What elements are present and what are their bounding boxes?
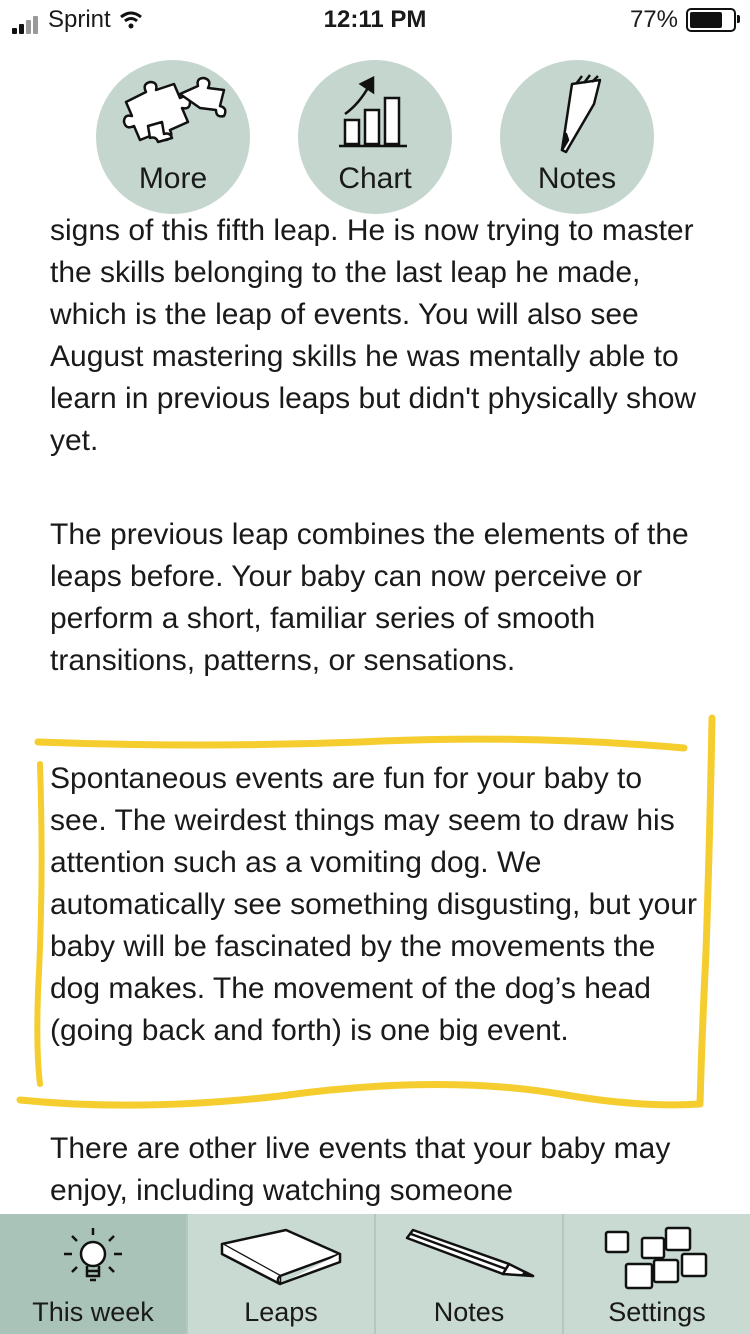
paragraph-1: signs of this fifth leap. He is now trying to master the skills belonging to the last leap he made, which is the leap of events. You will also see August mastering skills he was mentally able to learn in previous leaps but didn't physically show yet. bbox=[50, 214, 697, 457]
more-button-label: More bbox=[138, 162, 208, 195]
tab-leaps[interactable] bbox=[188, 1214, 376, 1334]
more-button[interactable] bbox=[96, 60, 250, 214]
lightbulb-icon bbox=[58, 1224, 128, 1294]
tab-leaps-label: Leaps bbox=[244, 1297, 318, 1327]
tab-this-week[interactable] bbox=[0, 1214, 188, 1334]
bottom-tab-bar bbox=[0, 1214, 750, 1334]
pencil-icon bbox=[399, 1224, 539, 1284]
chart-button[interactable] bbox=[298, 60, 452, 214]
paragraph-2: The previous leap combines the elements of the leaps before. Your baby can now perceive or perform a short, familiar series of smooth transitions, patterns, or sensations. bbox=[50, 518, 689, 677]
bar-chart-arrow-icon bbox=[335, 74, 415, 150]
puzzle-pieces-icon bbox=[118, 74, 228, 144]
paragraph-4: There are other live events that your baby may enjoy, including watching someone bbox=[50, 1132, 671, 1207]
status-bar bbox=[0, 0, 750, 40]
tab-this-week-label: This week bbox=[32, 1297, 154, 1327]
paragraph-3: Spontaneous events are fun for your baby to see. The weirdest things may seem to draw his attention such as a vomiting dog. We automatically see something disgusting, but your baby will be fascinated by the movements the dog makes. The movement of the dog’s head (going back and forth) is one big event. bbox=[50, 762, 698, 1047]
book-icon bbox=[216, 1224, 346, 1288]
tab-notes[interactable] bbox=[376, 1214, 564, 1334]
tab-settings-label: Settings bbox=[608, 1297, 706, 1327]
tab-notes-label: Notes bbox=[433, 1297, 505, 1327]
battery-percent: 77% bbox=[629, 6, 678, 33]
brush-icon bbox=[542, 74, 612, 154]
blocks-icon bbox=[602, 1224, 712, 1294]
notes-top-button[interactable] bbox=[500, 60, 654, 214]
battery-group bbox=[630, 6, 736, 34]
chart-button-label: Chart bbox=[338, 162, 412, 195]
tab-settings[interactable] bbox=[564, 1214, 750, 1334]
status-time: 12:11 PM bbox=[323, 6, 427, 33]
article-content[interactable] bbox=[0, 214, 750, 1214]
notes-top-button-label: Notes bbox=[537, 162, 617, 195]
battery-icon bbox=[686, 8, 736, 32]
carrier-name: Sprint bbox=[48, 6, 111, 33]
